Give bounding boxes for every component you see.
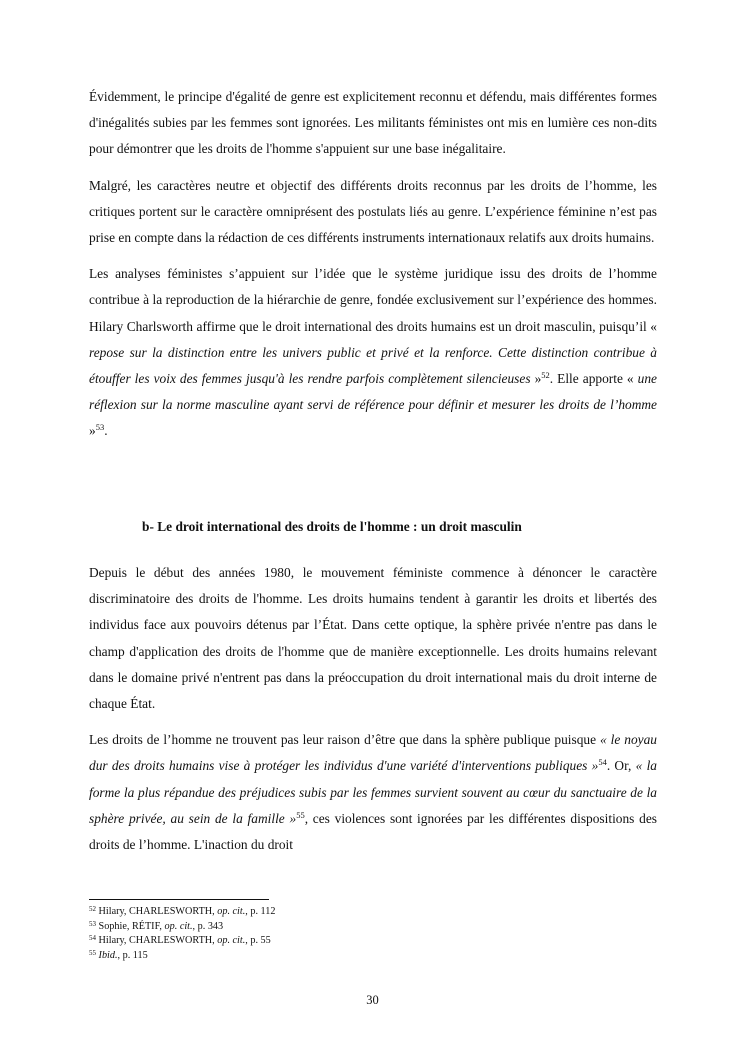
footnote-ref-55[interactable]: 55 — [296, 809, 305, 820]
footnote-ref-54[interactable]: 54 — [598, 757, 607, 768]
footnotes — [89, 905, 275, 963]
footnote-ref-52[interactable]: 52 — [541, 370, 550, 381]
paragraph-1-block — [89, 84, 657, 455]
footnote-55: $^{55}$ Ibid., p. 115 — [89, 948, 148, 961]
footnote-separator — [89, 899, 269, 900]
footnote-52: $^{52}$ Hilary, CHARLESWORTH, op. cit., p. 112 — [89, 905, 276, 917]
footnote-54: $^{54}$ Hilary, CHARLESWORTH, op. cit., p. 55 — [89, 934, 271, 947]
paragraph-3: Les analyses féministes s’appuient sur l’idée que le système juridique issu des droits de l’homme contribue à la reproduction de la hiérarchie de genre, fondée exclusivement sur l’expérience des hommes. Hilary Charlsworth affirme que le droit international des droits humains est un droit masculin, puisqu’il « repose sur la distinction entre les univers public et privé et la renforce. Cette distinction contribue à étouffer les voix des femmes jusqu'à les rendre parfois complètement silencieuses »$^{52}$. Elle apporte « une réflexion sur la norme masculine ayant servi de référence pour définir et mesurer les droits de l’homme »$^{53}$. — [89, 266, 657, 439]
paragraph-1: Évidemment, le principe d'égalité de genre est explicitement reconnu et défendu, mais différentes formes d'inégalités subies par les femmes sont ignorées. Les militants féministes ont mis en lumière ces non-dits pour démontrer que les droits de l'homme s'appuient sur une base inégalitaire. — [89, 89, 657, 157]
paragraph-5: Les droits de l’homme ne trouvent pas leur raison d’être que dans la sphère publique puisque « le noyau dur des droits humains vise à protéger les individus d'une variété d'interventions publiques »$^{54}$. Or, « la forme la plus répandue des préjudices subis par les femmes survient souvent au cœur du sanctuaire de la sphère privée, au sein de la famille »$^{55}$, ces violences sont ignorées par les différentes dispositions des droits de l’homme. L'inaction du droit — [89, 732, 658, 853]
paragraph-4-block — [89, 560, 657, 868]
quote-sphere-privee: « la forme la plus répandue des préjudices subis par les femmes survient souvent au cœur du sanctuaire de la sphère privée, au sein de la famille » — [89, 758, 658, 826]
quote-charlesworth-2: une réflexion sur la norme masculine ayant servi de référence pour définir et mesurer les droits de l’homme — [89, 371, 657, 413]
paragraph-4: Depuis le début des années 1980, le mouvement féministe commence à dénoncer le caractère discriminatoire des droits de l'homme. Les droits humains tendent à garantir les droits et libertés des individus face aux pouvoirs détenus par l’État. Dans cette optique, la sphère privée n'entre pas dans le champ d'application des droits de l'homme que de manière exceptionnelle. Les droits humains relevant dans le domaine privé n'entrent pas dans la préoccupation du droit international mais du droit interne de chaque État. — [89, 565, 657, 712]
section-heading: b- Le droit international des droits de l'homme : un droit masculin — [142, 519, 522, 534]
page-number: 30 — [366, 993, 379, 1007]
paragraph-2: Malgré, les caractères neutre et objectif des différents droits reconnus par les droits de l’homme, les critiques portent sur le caractère omniprésent des postulats liés au genre. L’expérience féminine n’est pas prise en compte dans la rédaction de ces différents instruments internationaux relatifs aux droits humains. — [89, 177, 657, 246]
footnote-ref-53[interactable]: 53 — [95, 422, 105, 433]
quote-noyau-dur: « le noyau dur des droits humains vise à protéger les individus d'une variété d'interventions publiques » — [89, 732, 657, 774]
footnote-53: $^{53}$ Sophie, RÉTIF, op. cit., p. 343 — [89, 919, 224, 932]
quote-charlesworth-1: repose sur la distinction entre les univers public et privé et la renforce. Cette distinction contribue à étouffer les voix des femmes jusqu'à les rendre parfois complètement silencieuses — [89, 344, 657, 387]
